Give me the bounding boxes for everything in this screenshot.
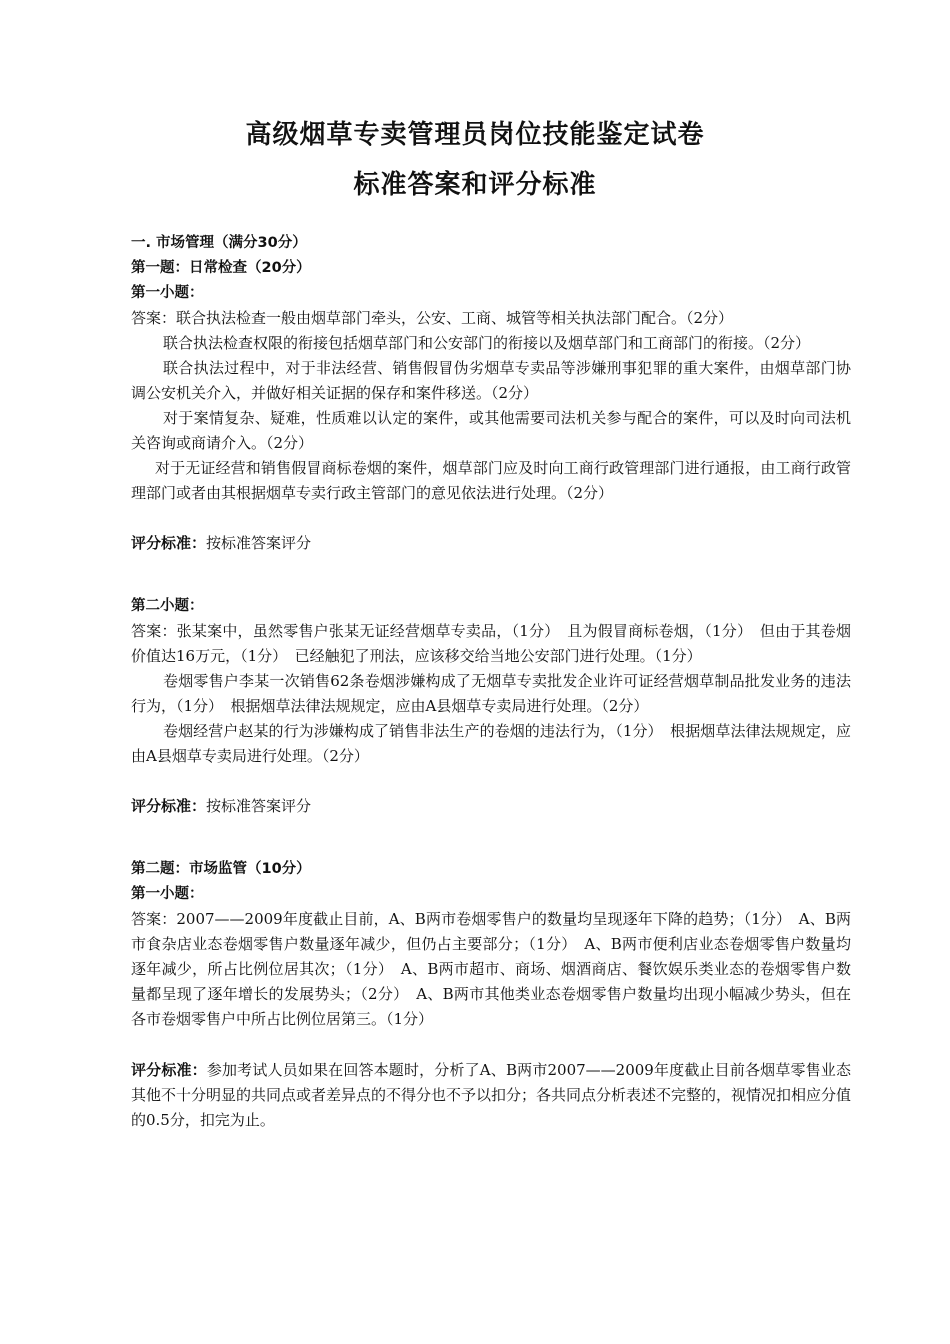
document-title: 高级烟草专卖管理员岗位技能鉴定试卷 bbox=[245, 120, 705, 150]
subquestion-heading: 第一小题： bbox=[131, 285, 204, 301]
document-subtitle: 标准答案和评分标准 bbox=[353, 170, 597, 200]
answer-paragraph: 卷烟经营户赵某的行为涉嫌构成了销售非法生产的卷烟的违法行为，（1分） 根据烟草法律法规规定，应由A县烟草专卖局进行处理。（2分） bbox=[131, 722, 851, 765]
answer-paragraph: 联合执法检查权限的衔接包括烟草部门和公安部门的衔接以及烟草部门和工商部门的衔接。（2分） bbox=[163, 334, 811, 352]
scoring-label: 评分标准： bbox=[131, 797, 207, 815]
scoring-label: 评分标准： bbox=[131, 534, 207, 552]
scoring-text: 按标准答案评分 bbox=[206, 534, 312, 552]
question-heading: 第一题：日常检查（20分） bbox=[131, 260, 311, 276]
answer-paragraph: 对于无证经营和销售假冒商标卷烟的案件，烟草部门应及时向工商行政管理部门进行通报，由工商行政管理部门或者由其根据烟草专卖行政主管部门的意见依法进行处理。（2分） bbox=[131, 459, 851, 502]
section-heading: 一. 市场管理（满分30分） bbox=[131, 235, 307, 251]
scoring-text: 按标准答案评分 bbox=[206, 797, 312, 815]
scoring-criteria bbox=[131, 794, 851, 819]
answer-paragraph: 对于案情复杂、疑难，性质难以认定的案件，或其他需要司法机关参与配合的案件，可以及时向司法机关咨询或商请介入。（2分） bbox=[131, 409, 851, 452]
answer-paragraph: 联合执法过程中，对于非法经营、销售假冒伪劣烟草专卖品等涉嫌刑事犯罪的重大案件，由烟草部门协调公安机关介入，并做好相关证据的保存和案件移送。（2分） bbox=[131, 359, 851, 402]
scoring-label: 评分标准： bbox=[131, 1061, 207, 1079]
document-body bbox=[131, 231, 851, 1133]
scoring-criteria bbox=[131, 1058, 851, 1133]
question-heading: 第二题：市场监管（10分） bbox=[131, 861, 311, 877]
answer-paragraph: 答案：联合执法检查一般由烟草部门牵头，公安、工商、城管等相关执法部门配合。（2分） bbox=[131, 309, 734, 327]
answer-paragraph: 答案：张某案中，虽然零售户张某无证经营烟草专卖品，（1分） 且为假冒商标卷烟，（1分） 但由于其卷烟价值达16万元，（1分） 已经触犯了刑法，应该移交给当地公安部门进行处理。（1分） bbox=[131, 622, 851, 665]
answer-paragraph: 答案：2007——2009年度截止目前，A、B两市卷烟零售户的数量均呈现逐年下降的趋势；（1分） A、B两市食杂店业态卷烟零售户数量逐年减少，但仍占主要部分；（1分） A、B两市便利店业态卷烟零售户数量均逐年减少，所占比例位居其次；（1分） A、B两市超市、商场、烟酒商店、餐饮娱乐类业态的卷烟零售户数量都呈现了逐年增长的发展势头；（2分） A、B两市其他类业态卷烟零售户数量均出现小幅减少势头，但在各市卷烟零售户中所占比例位居第三。（1分） bbox=[131, 910, 851, 1028]
scoring-text: 参加考试人员如果在回答本题时，分析了A、B两市2007——2009年度截止目前各烟草零售业态其他不十分明显的共同点或者差异点的不得分也不予以扣分；各共同点分析表述不完整的，视情况扣相应分值的0.5分，扣完为止。 bbox=[131, 1061, 852, 1129]
subquestion-heading: 第一小题： bbox=[131, 886, 204, 902]
subquestion-heading: 第二小题： bbox=[131, 598, 204, 614]
answer-paragraph: 卷烟零售户李某一次销售62条卷烟涉嫌构成了无烟草专卖批发企业许可证经营烟草制品批发业务的违法行为，（1分） 根据烟草法律法规规定，应由A县烟草专卖局进行处理。（2分） bbox=[131, 672, 851, 715]
scoring-criteria bbox=[131, 531, 851, 556]
